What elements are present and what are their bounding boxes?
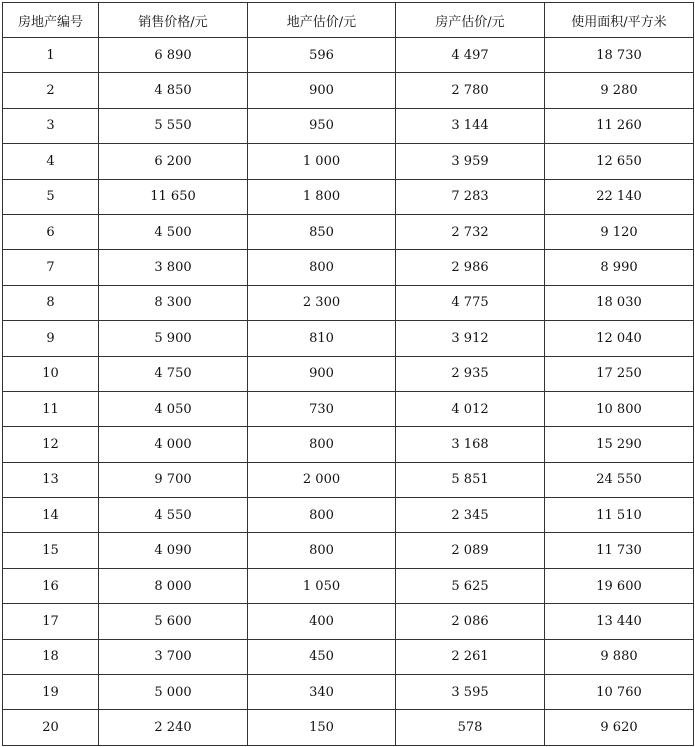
cell-property-id: 20	[3, 710, 99, 745]
cell-sale-price: 4 550	[99, 498, 248, 533]
table-row	[3, 568, 694, 603]
cell-building-value: 5 625	[396, 568, 545, 603]
cell-floor-area: 18 030	[545, 285, 694, 320]
header-property-id: 房地产编号	[3, 3, 99, 38]
table-row	[3, 427, 694, 462]
cell-sale-price: 5 550	[99, 108, 248, 143]
cell-sale-price: 11 650	[99, 179, 248, 214]
table-row	[3, 498, 694, 533]
cell-building-value: 2 086	[396, 604, 545, 639]
cell-building-value: 2 780	[396, 73, 545, 108]
cell-floor-area: 11 510	[545, 498, 694, 533]
cell-land-value: 810	[248, 321, 396, 356]
cell-building-value: 4 497	[396, 38, 545, 73]
table-row	[3, 108, 694, 143]
table-row	[3, 639, 694, 674]
cell-building-value: 578	[396, 710, 545, 745]
cell-land-value: 1 000	[248, 144, 396, 179]
cell-land-value: 800	[248, 498, 396, 533]
table-row	[3, 391, 694, 426]
cell-building-value: 4 775	[396, 285, 545, 320]
cell-land-value: 1 050	[248, 568, 396, 603]
table-row	[3, 144, 694, 179]
cell-sale-price: 4 090	[99, 533, 248, 568]
table-row	[3, 356, 694, 391]
cell-floor-area: 22 140	[545, 179, 694, 214]
cell-floor-area: 13 440	[545, 604, 694, 639]
cell-land-value: 800	[248, 533, 396, 568]
cell-land-value: 950	[248, 108, 396, 143]
cell-property-id: 4	[3, 144, 99, 179]
table-row	[3, 533, 694, 568]
cell-floor-area: 18 730	[545, 38, 694, 73]
cell-building-value: 2 732	[396, 214, 545, 249]
table-body	[3, 38, 694, 746]
cell-building-value: 3 595	[396, 675, 545, 710]
cell-floor-area: 12 650	[545, 144, 694, 179]
cell-floor-area: 11 260	[545, 108, 694, 143]
cell-sale-price: 4 000	[99, 427, 248, 462]
cell-property-id: 1	[3, 38, 99, 73]
cell-land-value: 850	[248, 214, 396, 249]
cell-property-id: 13	[3, 462, 99, 497]
cell-property-id: 10	[3, 356, 99, 391]
cell-land-value: 450	[248, 639, 396, 674]
real-estate-table	[2, 2, 694, 746]
header-building-value: 房产估价/元	[396, 3, 545, 38]
cell-floor-area: 19 600	[545, 568, 694, 603]
cell-floor-area: 9 880	[545, 639, 694, 674]
header-floor-area: 使用面积/平方米	[545, 3, 694, 38]
cell-building-value: 2 935	[396, 356, 545, 391]
cell-floor-area: 17 250	[545, 356, 694, 391]
cell-land-value: 730	[248, 391, 396, 426]
cell-floor-area: 10 760	[545, 675, 694, 710]
cell-building-value: 3 959	[396, 144, 545, 179]
cell-building-value: 2 986	[396, 250, 545, 285]
cell-property-id: 2	[3, 73, 99, 108]
cell-floor-area: 10 800	[545, 391, 694, 426]
cell-floor-area: 12 040	[545, 321, 694, 356]
table-row	[3, 285, 694, 320]
table-row	[3, 321, 694, 356]
table-row	[3, 214, 694, 249]
cell-sale-price: 8 300	[99, 285, 248, 320]
table-row	[3, 462, 694, 497]
table-row	[3, 73, 694, 108]
table-row	[3, 250, 694, 285]
table-row	[3, 710, 694, 745]
cell-building-value: 3 912	[396, 321, 545, 356]
cell-sale-price: 5 900	[99, 321, 248, 356]
cell-sale-price: 4 850	[99, 73, 248, 108]
cell-sale-price: 4 750	[99, 356, 248, 391]
cell-property-id: 3	[3, 108, 99, 143]
cell-sale-price: 5 600	[99, 604, 248, 639]
header-row	[3, 3, 694, 38]
cell-property-id: 16	[3, 568, 99, 603]
cell-land-value: 1 800	[248, 179, 396, 214]
cell-property-id: 19	[3, 675, 99, 710]
cell-floor-area: 24 550	[545, 462, 694, 497]
cell-floor-area: 9 280	[545, 73, 694, 108]
cell-building-value: 3 168	[396, 427, 545, 462]
cell-land-value: 150	[248, 710, 396, 745]
cell-property-id: 14	[3, 498, 99, 533]
cell-floor-area: 11 730	[545, 533, 694, 568]
table-row	[3, 179, 694, 214]
table-header	[3, 3, 694, 38]
cell-building-value: 5 851	[396, 462, 545, 497]
cell-land-value: 340	[248, 675, 396, 710]
cell-sale-price: 3 700	[99, 639, 248, 674]
header-land-value: 地产估价/元	[248, 3, 396, 38]
cell-floor-area: 15 290	[545, 427, 694, 462]
table-row	[3, 38, 694, 73]
cell-building-value: 2 261	[396, 639, 545, 674]
cell-sale-price: 6 200	[99, 144, 248, 179]
cell-sale-price: 9 700	[99, 462, 248, 497]
cell-building-value: 7 283	[396, 179, 545, 214]
cell-land-value: 900	[248, 356, 396, 391]
cell-sale-price: 6 890	[99, 38, 248, 73]
cell-property-id: 5	[3, 179, 99, 214]
cell-property-id: 15	[3, 533, 99, 568]
table-row	[3, 675, 694, 710]
cell-land-value: 800	[248, 427, 396, 462]
cell-sale-price: 8 000	[99, 568, 248, 603]
cell-property-id: 11	[3, 391, 99, 426]
cell-building-value: 2 345	[396, 498, 545, 533]
header-sale-price: 销售价格/元	[99, 3, 248, 38]
table-row	[3, 604, 694, 639]
cell-property-id: 6	[3, 214, 99, 249]
cell-sale-price: 3 800	[99, 250, 248, 285]
cell-property-id: 8	[3, 285, 99, 320]
cell-land-value: 900	[248, 73, 396, 108]
cell-land-value: 800	[248, 250, 396, 285]
cell-floor-area: 9 120	[545, 214, 694, 249]
cell-land-value: 596	[248, 38, 396, 73]
cell-sale-price: 2 240	[99, 710, 248, 745]
cell-building-value: 3 144	[396, 108, 545, 143]
cell-sale-price: 4 050	[99, 391, 248, 426]
cell-property-id: 18	[3, 639, 99, 674]
cell-floor-area: 9 620	[545, 710, 694, 745]
cell-land-value: 2 000	[248, 462, 396, 497]
cell-property-id: 7	[3, 250, 99, 285]
cell-land-value: 2 300	[248, 285, 396, 320]
cell-building-value: 2 089	[396, 533, 545, 568]
cell-sale-price: 5 000	[99, 675, 248, 710]
cell-floor-area: 8 990	[545, 250, 694, 285]
cell-land-value: 400	[248, 604, 396, 639]
cell-property-id: 9	[3, 321, 99, 356]
cell-property-id: 12	[3, 427, 99, 462]
cell-sale-price: 4 500	[99, 214, 248, 249]
cell-building-value: 4 012	[396, 391, 545, 426]
cell-property-id: 17	[3, 604, 99, 639]
